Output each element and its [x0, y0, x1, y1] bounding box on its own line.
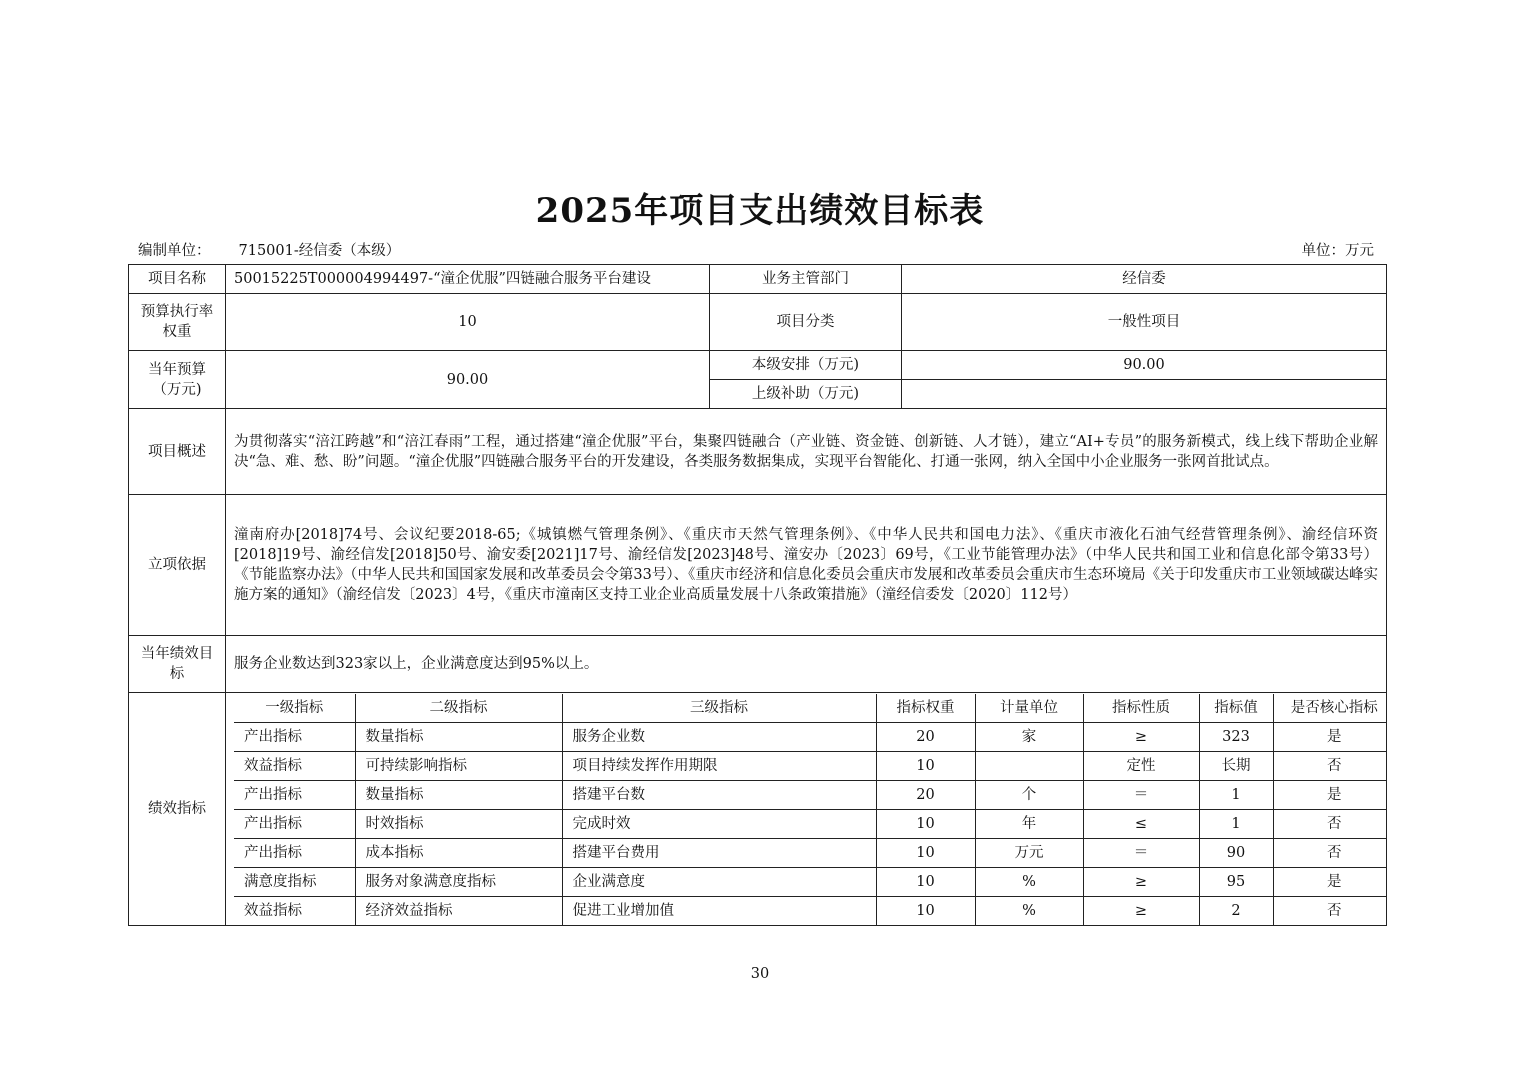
project-name-value: 50015225T000004994497-“潼企优服”四链融合服务平台建设 [226, 265, 710, 294]
level1-indicator: 效益指标 [234, 896, 355, 925]
column-header: 指标值 [1199, 694, 1273, 723]
level2-indicator: 时效指标 [355, 809, 562, 838]
table-row [234, 809, 1387, 838]
table-row [234, 722, 1387, 751]
column-header: 指标性质 [1083, 694, 1199, 723]
compiling-unit-label: 编制单位： [138, 243, 211, 259]
indicator-weight: 10 [876, 896, 975, 925]
project-name-label: 项目名称 [129, 265, 226, 294]
measurement-unit: 年 [975, 809, 1083, 838]
indicator-value: 长期 [1199, 751, 1273, 780]
indicator-weight: 10 [876, 809, 975, 838]
level2-indicator: 数量指标 [355, 780, 562, 809]
column-header: 是否核心指标 [1273, 694, 1387, 723]
indicators-table [234, 694, 1387, 925]
indicator-value: 1 [1199, 809, 1273, 838]
indicator-weight: 10 [876, 751, 975, 780]
table-row [234, 780, 1387, 809]
level1-indicator: 产出指标 [234, 780, 355, 809]
indicator-nature: ＝ [1083, 780, 1199, 809]
level2-indicator: 数量指标 [355, 722, 562, 751]
upper-subsidy-label: 上级补助（万元) [710, 380, 902, 409]
level3-indicator: 企业满意度 [562, 867, 876, 896]
measurement-unit: 万元 [975, 838, 1083, 867]
table-row [234, 896, 1387, 925]
indicator-nature: ≥ [1083, 722, 1199, 751]
level2-indicator: 经济效益指标 [355, 896, 562, 925]
overview-text: 为贯彻落实“涪江跨越”和“涪江春雨”工程，通过搭建“潼企优服”平台，集聚四链融合（产业链、资金链、创新链、人才链），建立“AI+专员”的服务新模式，线上线下帮助企业解决“急、难、愁、盼”问题。“潼企优服”四链融合服务平台的开发建设，各类服务数据集成，实现平台智能化、打通一张网，纳入全国中小企业服务一张网首批试点。 [226, 409, 1387, 495]
compiling-unit [138, 239, 400, 260]
level3-indicator: 完成时效 [562, 809, 876, 838]
project-category-value: 一般性项目 [902, 294, 1387, 351]
measurement-unit: 个 [975, 780, 1083, 809]
indicator-weight: 20 [876, 780, 975, 809]
compiling-unit-value: 715001-经信委（本级） [238, 243, 401, 259]
level3-indicator: 促进工业增加值 [562, 896, 876, 925]
own-arrangement-label: 本级安排（万元) [710, 351, 902, 380]
own-arrangement-value: 90.00 [902, 351, 1387, 380]
level1-indicator: 产出指标 [234, 722, 355, 751]
is-core-indicator: 否 [1273, 751, 1387, 780]
indicator-value: 90 [1199, 838, 1273, 867]
execution-weight-value: 10 [226, 294, 710, 351]
level1-indicator: 满意度指标 [234, 867, 355, 896]
page-number: 30 [750, 966, 770, 982]
indicators-header-row [234, 694, 1387, 723]
measurement-unit [975, 751, 1083, 780]
annual-goal-text: 服务企业数达到323家以上，企业满意度达到95%以上。 [226, 636, 1387, 693]
annual-budget-value: 90.00 [226, 351, 710, 409]
execution-weight-label: 预算执行率权重 [129, 294, 226, 351]
level3-indicator: 服务企业数 [562, 722, 876, 751]
indicator-nature: ≤ [1083, 809, 1199, 838]
table-row [234, 838, 1387, 867]
indicator-nature: ＝ [1083, 838, 1199, 867]
is-core-indicator: 是 [1273, 722, 1387, 751]
level1-indicator: 产出指标 [234, 809, 355, 838]
project-category-label: 项目分类 [710, 294, 902, 351]
indicator-value: 95 [1199, 867, 1273, 896]
level2-indicator: 服务对象满意度指标 [355, 867, 562, 896]
level2-indicator: 可持续影响指标 [355, 751, 562, 780]
department-label: 业务主管部门 [710, 265, 902, 294]
indicator-weight: 10 [876, 838, 975, 867]
basis-text: 潼南府办[2018]74号、会议纪要2018-65;《城镇燃气管理条例》、《重庆市天然气管理条例》、《中华人民共和国电力法》、《重庆市液化石油气经营管理条例》、渝经信环资[2018]19号、渝经信发[2018]50号、渝安委[2021]17号、渝经信发[2023]48号、潼安办〔2023〕69号，《工业节能管理办法》（中华人民共和国工业和信息化部令第33号）《节能监察办法》（中华人民共和国国家发展和改革委员会令第33号）、《重庆市经济和信息化委员会重庆市发展和改革委员会重庆市生态环境局《关于印发重庆市工业领域碳达峰实施方案的通知》（渝经信发〔2023〕4号，《重庆市潼南区支持工业企业高质量发展十八条政策措施》（潼经信委发〔2020〕112号） [226, 495, 1387, 636]
indicator-nature: ≥ [1083, 896, 1199, 925]
is-core-indicator: 是 [1273, 780, 1387, 809]
measurement-unit: 家 [975, 722, 1083, 751]
currency-unit: 单位：万元 [1301, 243, 1374, 259]
level2-indicator: 成本指标 [355, 838, 562, 867]
annual-budget-label: 当年预算（万元) [129, 351, 226, 409]
basis-label: 立项依据 [129, 495, 226, 636]
column-header: 二级指标 [355, 694, 562, 723]
level1-indicator: 效益指标 [234, 751, 355, 780]
level3-indicator: 项目持续发挥作用期限 [562, 751, 876, 780]
column-header: 指标权重 [876, 694, 975, 723]
indicator-weight: 10 [876, 867, 975, 896]
indicators-label: 绩效指标 [129, 693, 226, 926]
performance-target-table [128, 264, 1387, 926]
level3-indicator: 搭建平台费用 [562, 838, 876, 867]
page-title: 2025年项目支出绩效目标表 [535, 191, 985, 231]
is-core-indicator: 否 [1273, 809, 1387, 838]
indicator-weight: 20 [876, 722, 975, 751]
level1-indicator: 产出指标 [234, 838, 355, 867]
overview-label: 项目概述 [129, 409, 226, 495]
column-header: 计量单位 [975, 694, 1083, 723]
is-core-indicator: 否 [1273, 838, 1387, 867]
measurement-unit: % [975, 867, 1083, 896]
table-row [234, 751, 1387, 780]
measurement-unit: % [975, 896, 1083, 925]
level3-indicator: 搭建平台数 [562, 780, 876, 809]
indicator-value: 1 [1199, 780, 1273, 809]
upper-subsidy-value [902, 380, 1387, 409]
table-row [234, 867, 1387, 896]
is-core-indicator: 是 [1273, 867, 1387, 896]
indicators-cell [226, 693, 1387, 926]
indicator-nature: 定性 [1083, 751, 1199, 780]
indicator-nature: ≥ [1083, 867, 1199, 896]
column-header: 一级指标 [234, 694, 355, 723]
department-value: 经信委 [902, 265, 1387, 294]
indicator-value: 2 [1199, 896, 1273, 925]
indicator-value: 323 [1199, 722, 1273, 751]
column-header: 三级指标 [562, 694, 876, 723]
annual-goal-label: 当年绩效目标 [129, 636, 226, 693]
is-core-indicator: 否 [1273, 896, 1387, 925]
